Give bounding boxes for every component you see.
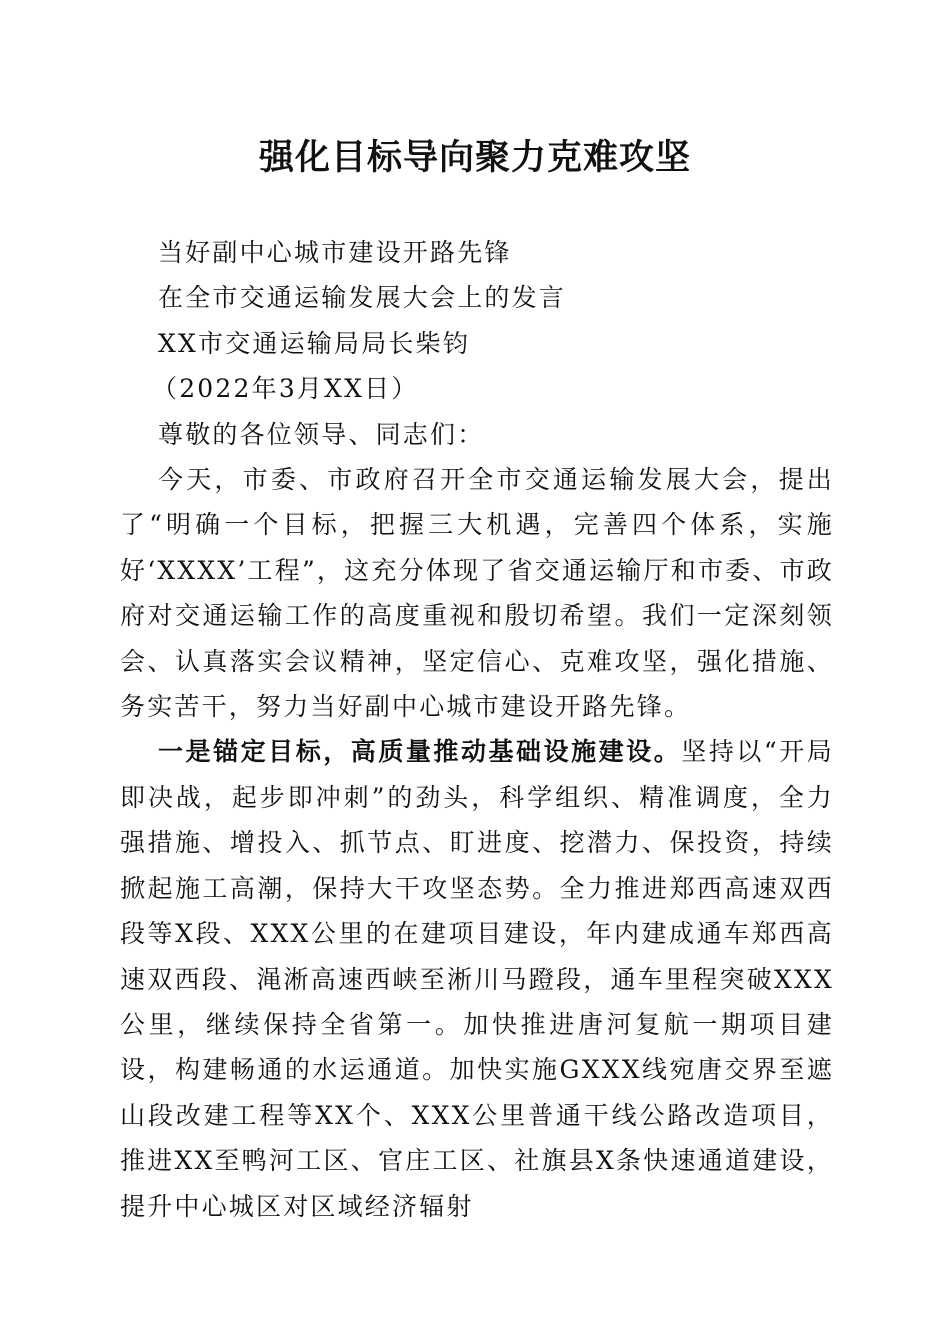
speech-date: （2022年3月XX日） (152, 374, 419, 404)
speech-subtitle: 当好副中心城市建设开路先锋 (158, 238, 512, 267)
speech-occasion: 在全市交通运输发展大会上的发言 (158, 283, 567, 313)
paragraph-opening: 今天，市委、市政府召开全市交通运输发展大会，提出了“明确一个目标，把握三大机遇，完善四个体系，实施好‘XXXX’工程”，这充分体现了省交通运输厅和市委、市政府对交通运输工作的高度重视和殷切希望。我们一定深刻领会、认真落实会议精神，坚定信心、克难攻坚，强化措施、务实苦干，努力当好副中心城市建设开路先锋。 (120, 465, 834, 722)
speaker-line: XX市交通运输局局长柴钧 (158, 328, 470, 358)
paragraph-body-text: 坚持以“开局即决战，起步即冲刺”的劲头，科学组织、精准调度，全力强措施、增投入、抓节点、盯进度、挖潜力、保投资，持续掀起施工高潮，保持大干攻坚态势。全力推进郑西高速双西段等X段、XXX公里的在建项目建设，年内建成通车郑西高速双西段、渑淅高速西峡至淅川马蹬段，通车里程突破XXX公里，继续保持全省第一。加快推进唐河复航一期项目建设，构建畅通的水运通道。加快实施GXXX线宛唐交界至遮山段改建工程等XX个、XXX公里普通干线公路改造项目，推进XX至鸭河工区、官庄工区、社旗县X条快速通道建设，提升中心城区对区域经济辐射 (120, 737, 834, 1221)
document-body (120, 230, 834, 1229)
document-title: 强化目标导向聚力克难攻坚 (258, 137, 691, 178)
paragraph-infrastructure (120, 729, 834, 1228)
salutation: 尊敬的各位领导、同志们： (158, 419, 485, 449)
paragraph-lead-heading: 一是锚定目标，高质量推动基础设施建设。 (158, 737, 682, 767)
